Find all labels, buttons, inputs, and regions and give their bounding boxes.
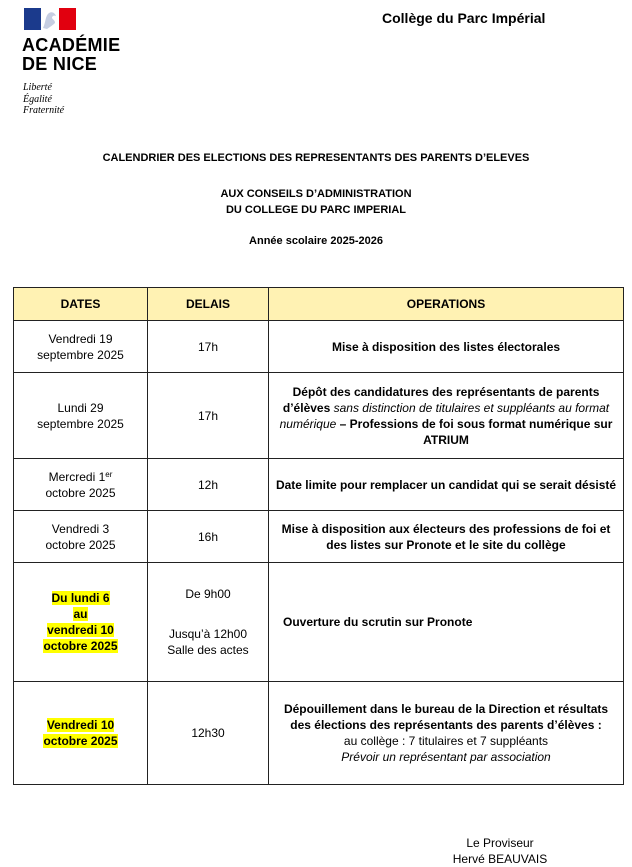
marianne-profile-icon: [41, 8, 59, 30]
highlighted-date: octobre 2025: [43, 639, 118, 653]
operation-text-italic: [275, 749, 617, 765]
date-superscript: er: [105, 469, 113, 479]
signature-role: Le Proviseur: [466, 836, 534, 850]
election-calendar-table: [13, 287, 624, 785]
row-delay: 17h: [148, 321, 269, 373]
motto-liberte: Liberté: [23, 82, 52, 93]
academy-name: [22, 36, 120, 74]
row-delay: 17h: [148, 373, 269, 459]
academy-line-1: ACADÉMIE: [22, 35, 121, 55]
row-delay: 12h: [148, 459, 269, 511]
date-line: [20, 469, 141, 485]
date-line: [20, 638, 141, 654]
motto-egalite: Égalité: [23, 93, 52, 105]
date-line: Lundi 29: [57, 400, 104, 415]
row-operation: [269, 511, 624, 563]
operation-text-normal: au collège : 7 titulaires et 7 suppléants: [343, 734, 549, 748]
date-line: [20, 622, 141, 638]
school-year: Année scolaire 2025-2026: [249, 235, 383, 247]
table-header-row: [14, 288, 624, 321]
highlighted-date: vendredi 10: [47, 623, 114, 637]
row-delay: [148, 563, 269, 682]
header-dates: DATES: [14, 288, 148, 321]
signature-block: [440, 835, 560, 867]
row-operation: [269, 563, 624, 682]
row-delay: 12h30: [148, 682, 269, 785]
row-date: [14, 459, 148, 511]
delay-start: De 9h00: [185, 587, 231, 601]
operation-text: Ouverture du scrutin sur Pronote: [283, 615, 473, 629]
document-subtitle: [0, 186, 632, 218]
date-line: [20, 733, 141, 749]
header-operations: OPERATIONS: [269, 288, 624, 321]
date-line: septembre 2025: [37, 416, 124, 431]
row-date: [14, 563, 148, 682]
row-date: [14, 321, 148, 373]
highlighted-date: au: [73, 607, 88, 621]
date-line: [20, 606, 141, 622]
school-name: Collège du Parc Impérial: [382, 10, 546, 26]
highlighted-date: octobre 2025: [43, 734, 118, 748]
row-delay: 16h: [148, 511, 269, 563]
delay-location: Salle des actes: [167, 643, 249, 657]
subtitle-line-2: DU COLLEGE DU PARC IMPERIAL: [225, 204, 407, 216]
republic-motto: [23, 82, 64, 117]
operation-italic: Prévoir un représentant par association: [341, 750, 551, 764]
table-row: [14, 321, 624, 373]
date-line: Vendredi 19: [48, 331, 113, 346]
table-row: [14, 682, 624, 785]
table-row: [14, 459, 624, 511]
row-date: [14, 682, 148, 785]
table-row: [14, 373, 624, 459]
operation-text: Mise à disposition des listes électorales: [331, 339, 561, 354]
date-line: [20, 717, 141, 733]
row-operation: [269, 682, 624, 785]
delay-end: Jusqu’à 12h00: [168, 627, 248, 641]
row-operation: [269, 459, 624, 511]
operation-bold: Dépouillement dans le bureau de la Direction et résultats des élections des représentants des parents d’élèves :: [283, 702, 609, 732]
row-operation: [269, 321, 624, 373]
date-line: septembre 2025: [37, 347, 124, 362]
date-text: Mercredi 1: [48, 469, 106, 484]
operation-text-bold: [275, 701, 617, 733]
row-date: [14, 511, 148, 563]
academy-line-2: DE NICE: [22, 54, 98, 74]
motto-fraternite: Fraternité: [23, 105, 65, 116]
date-line: octobre 2025: [45, 537, 116, 552]
operation-text-italic: sans distinction de titulaires et suppléants au format numérique: [279, 400, 610, 431]
subtitle-line-1: AUX CONSEILS D’ADMINISTRATION: [220, 188, 412, 200]
highlighted-date: Vendredi 10: [46, 718, 115, 732]
marianne-flag-logo: [24, 8, 76, 30]
row-date: [14, 373, 148, 459]
header-delais: DELAIS: [148, 288, 269, 321]
operation-text-bold: – Professions de foi sous format numérique sur ATRIUM: [339, 416, 613, 447]
operation-text-bold: Dépôt des candidatures des représentants de parents d’élèves: [282, 384, 600, 415]
date-line: octobre 2025: [45, 485, 116, 500]
date-line: Vendredi 3: [51, 521, 110, 536]
operation-text: Mise à disposition aux électeurs des professions de foi et des listes sur Pronote et le site du collège: [281, 521, 611, 552]
highlighted-date: Du lundi 6: [51, 591, 110, 605]
table-row: [14, 563, 624, 682]
document-title: CALENDRIER DES ELECTIONS DES REPRESENTANTS DES PARENTS D’ELEVES: [102, 152, 530, 164]
operation-text: Date limite pour remplacer un candidat qui se serait désisté: [275, 477, 617, 492]
row-operation: [269, 373, 624, 459]
signature-name: Hervé BEAUVAIS: [452, 852, 548, 866]
table-row: [14, 511, 624, 563]
date-line: [20, 590, 141, 606]
